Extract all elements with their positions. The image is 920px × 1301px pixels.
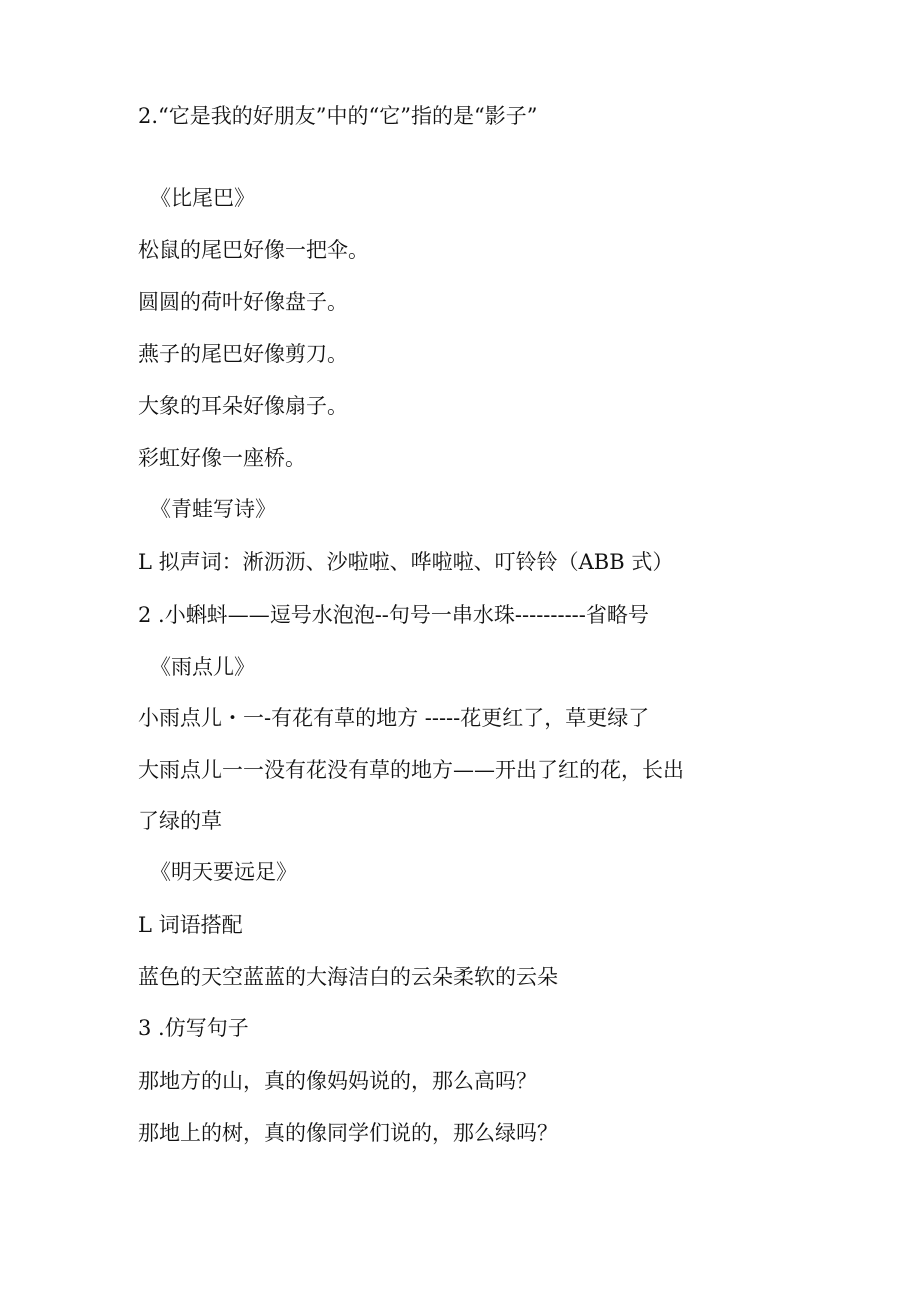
lesson-title-bi-weiba: 《比尾巴》 [150,186,255,210]
text-line: 了绿的草 [138,809,222,833]
answer-line: 2.“它是我的好朋友”中的“它”指的是“影子” [138,104,538,128]
text-line: 燕子的尾巴好像剪刀。 [138,342,348,366]
text-line: 大象的耳朵好像扇子。 [138,394,348,418]
text-line: 圆圆的荷叶好像盘子。 [138,290,348,314]
text-line: L 词语搭配 [138,913,243,937]
lesson-title-yudianer: 《雨点儿》 [150,655,255,679]
lesson-title-qingwa-xieshi: 《青蛙写诗》 [150,497,276,521]
text-line: 那地方的山，真的像妈妈说的，那么高吗？ [138,1069,537,1093]
text-line: 蓝色的天空蓝蓝的大海洁白的云朵柔软的云朵 [138,965,558,989]
text-line: 2 .小蝌蚪——逗号水泡泡--句号一串水珠----------省略号 [138,603,649,627]
text-line: 大雨点儿一一没有花没有草的地方——开出了红的花，长出 [138,758,684,782]
text-line: 小雨点儿・一-有花有草的地方 -----花更红了，草更绿了 [138,706,650,730]
text-line: 3 .仿写句子 [138,1016,249,1040]
text-line: 那地上的树，真的像同学们说的，那么绿吗？ [138,1121,558,1145]
lesson-title-mingtian-yao-yuanzu: 《明天要远足》 [150,860,297,884]
text-line: 彩虹好像一座桥。 [138,446,306,470]
text-line: L 拟声词：淅沥沥、沙啦啦、哗啦啦、叮铃铃（ABB 式） [138,550,674,574]
text-line: 松鼠的尾巴好像一把伞。 [138,238,369,262]
